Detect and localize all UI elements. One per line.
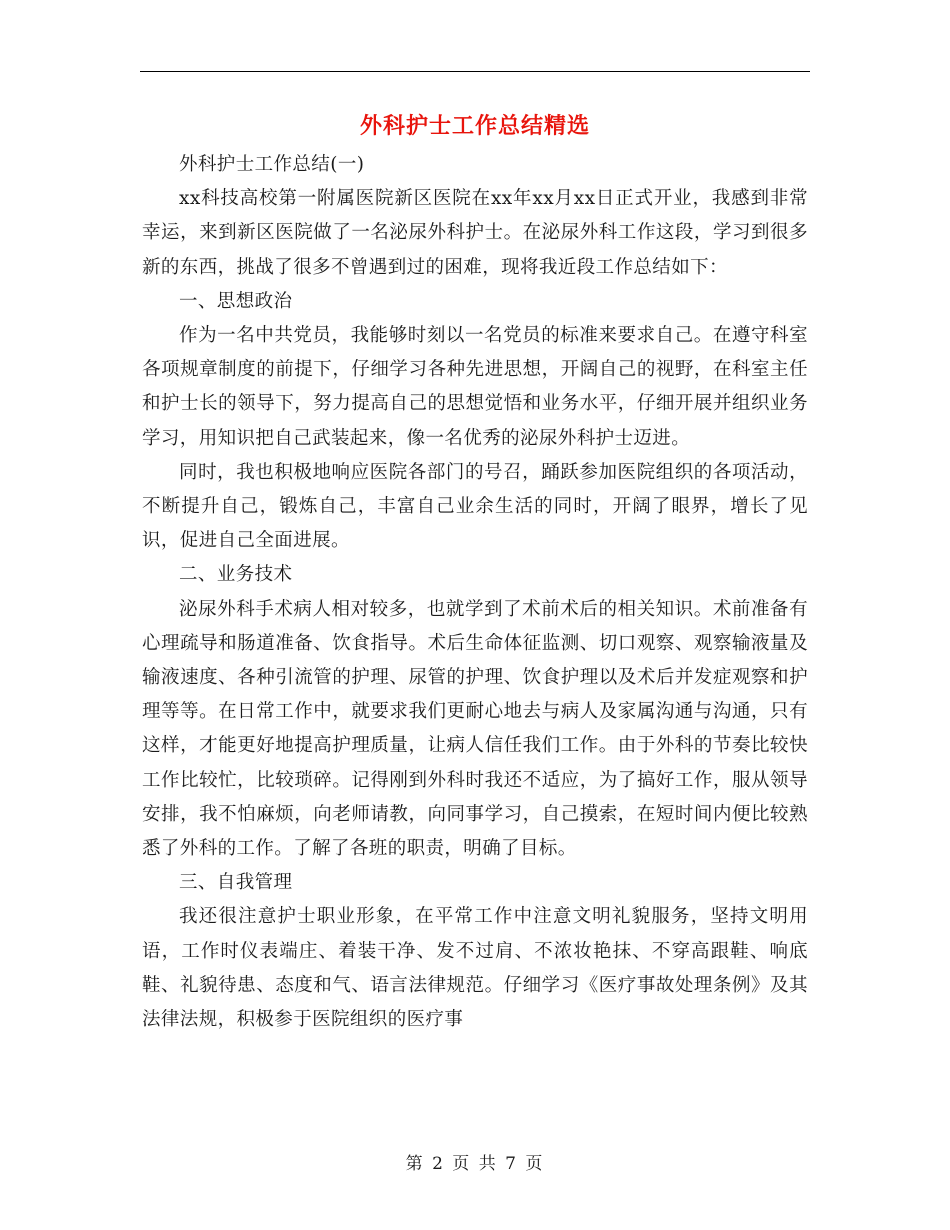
section-heading-summary-one: 外科护士工作总结(一) (179, 154, 365, 175)
section-heading-self-management: 三、自我管理 (179, 872, 293, 894)
page-number-footer: 第 2 页 共 7 页 (405, 1154, 545, 1174)
ideology-paragraph-1: 作为一名中共党员，我能够时刻以一名党员的标准来要求自己。在遵守科室各项规章制度的前提下，仔细学习各种先进思想，开阔自己的视野，在科室主任和护士长的领导下，努力提高自己的思想觉悟和业务水平，仔细开展并组织业务学习，用知识把自己武装起来，像一名优秀的泌尿外科护士迈进。 (142, 325, 808, 449)
document-body (142, 148, 808, 1037)
section-heading-ideology: 一、思想政治 (179, 290, 293, 312)
intro-paragraph: xx科技高校第一附属医院新区医院在xx年xx月xx日正式开业，我感到非常幸运，来到新区医院做了一名泌尿外科护士。在泌尿外科工作这段，学习到很多新的东西，挑战了很多不曾遇到过的困难，现将我近段工作总结如下： (142, 188, 808, 278)
ideology-paragraph-2: 同时，我也积极地响应医院各部门的号召，踊跃参加医院组织的各项活动，不断提升自己，锻炼自己，丰富自己业余生活的同时，开阔了眼界，增长了见识，促进自己全面进展。 (142, 461, 808, 552)
header-rule (140, 71, 810, 72)
self-management-paragraph: 我还很注意护士职业形象，在平常工作中注意文明礼貌服务，坚持文明用语，工作时仪表端庄、着装干净、发不过肩、不浓妆艳抹、不穿高跟鞋、响底鞋、礼貌待患、态度和气、语言法律规范。仔细学习《医疗事故处理条例》及其法律法规，积极参于医院组织的医疗事 (142, 906, 808, 1031)
skills-paragraph: 泌尿外科手术病人相对较多，也就学到了术前术后的相关知识。术前准备有心理疏导和肠道准备、饮食指导。术后生命体征监测、切口观察、观察输液量及输液速度、各种引流管的护理、尿管的护理、饮食护理以及术后并发症观察和护理等等。在日常工作中，就要求我们更耐心地去与病人及家属沟通与沟通，只有这样，才能更好地提高护理质量，让病人信任我们工作。由于外科的节奏比较快工作比较忙，比较琐碎。记得刚到外科时我还不适应，为了搞好工作，服从领导安排，我不怕麻烦，向老师请教，向同事学习，自己摸索，在短时间内便比较熟悉了外科的工作。了解了各班的职责，明确了目标。 (142, 598, 808, 860)
document-title: 外科护士工作总结精选 (359, 113, 590, 139)
section-heading-skills: 二、业务技术 (179, 564, 293, 586)
